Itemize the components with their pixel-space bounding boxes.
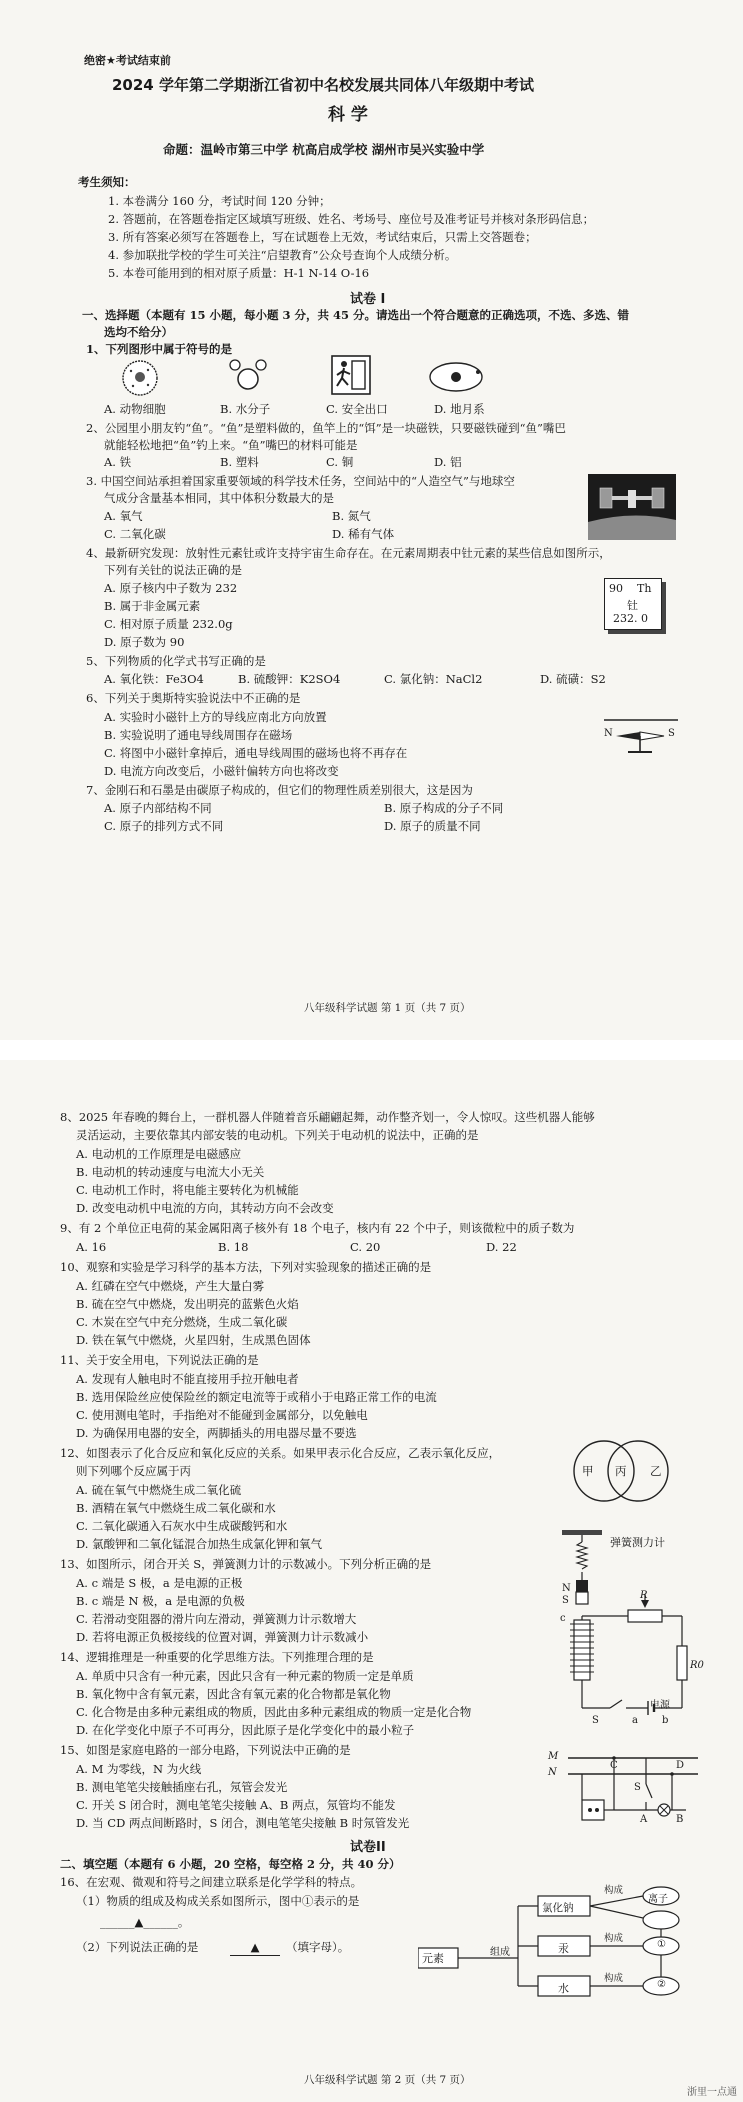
venn-label-yi: 乙 — [650, 1464, 662, 1478]
q13-option: C. 若滑动变阻器的滑片向左滑动，弹簧测力计示数增大 — [76, 1612, 357, 1626]
q7-stem: 7、金刚石和石墨是由碳原子构成的，但它们的物理性质差别很大，这是因为 — [86, 783, 473, 797]
q15-stem: 15、如图是家庭电路的一部分电路，下列说法中正确的是 — [60, 1743, 351, 1757]
q7-option: D. 原子的质量不同 — [384, 819, 481, 833]
q11-option: B. 选用保险丝应使保险丝的额定电流等于或稍小于电路正常工作的电流 — [76, 1390, 437, 1404]
q1-option: B. 水分子 — [220, 402, 271, 416]
q16-sub2: （2）下列说法正确的是 — [76, 1940, 199, 1954]
element-symbol: Th — [637, 582, 652, 595]
part1-heading: 一、选择题（本题有 15 小题，每小题 3 分，共 45 分。请选出一个符合题意的正确选项，不选、多选、错 — [82, 308, 630, 322]
q4-option: D. 原子数为 90 — [104, 635, 185, 649]
animal-cell-figure — [120, 358, 160, 398]
exam-page-1 — [0, 0, 743, 1040]
venn-label-jia: 甲 — [582, 1464, 594, 1478]
q4-stem-cont: 下列有关钍的说法正确的是 — [104, 563, 242, 577]
q14-option: B. 氧化物中含有氧元素，因此含有氧元素的化合物都是氧化物 — [76, 1687, 391, 1701]
q14-stem: 14、逻辑推理是一种重要的化学思维方法。下列推理合理的是 — [60, 1650, 374, 1664]
q13-option: A. c 端是 S 极，a 是电源的正极 — [76, 1576, 243, 1590]
q12-stem-cont: 则下列哪个反应属于丙 — [76, 1464, 191, 1478]
notice-title: 考生须知： — [78, 175, 136, 189]
node-circle-2: ② — [657, 1979, 666, 1990]
q2-stem-cont: 就能轻松地把“鱼”钓上来。“鱼”嘴巴的材料可能是 — [104, 438, 358, 452]
q3-option: D. 稀有气体 — [332, 527, 395, 541]
q7-option: A. 原子内部结构不同 — [104, 801, 212, 815]
q1-option: A. 动物细胞 — [104, 402, 166, 416]
q4-stem: 4、最新研究发现：放射性元素钍或许支持宇宙生命存在。在元素周期表中钍元素的某些信息如图所示， — [86, 546, 611, 560]
line-m-label: M — [548, 1751, 559, 1762]
q13-option: B. c 端是 N 极，a 是电源的负极 — [76, 1594, 245, 1608]
q11-option: D. 为确保用电器的安全，两脚插头的用电器尽量不要选 — [76, 1426, 357, 1440]
q11-stem: 11、关于安全用电，下列说法正确的是 — [60, 1353, 259, 1367]
node-element: 元素 — [422, 1952, 444, 1965]
q16-answer-blank-1[interactable]: ______▲______。 — [100, 1915, 190, 1929]
q1-option: C. 安全出口 — [326, 402, 388, 416]
q3-option: A. 氧气 — [104, 509, 143, 523]
point-b-label: B — [676, 1814, 684, 1825]
notice-item: 2. 答题前，在答题卷指定区域填写班级、姓名、考场号、座位号及准考证号并核对条形码信息； — [108, 212, 595, 226]
q3-stem-cont: 气成分含量基本相同，其中体积分数最大的是 — [104, 491, 334, 505]
element-name: 钍 — [627, 599, 638, 612]
edge-build-label: 构成 — [604, 1885, 624, 1896]
node-water: 水 — [558, 1982, 569, 1995]
exam-page-2 — [0, 1060, 743, 2102]
q12-option: C. 二氧化碳通入石灰水中生成碳酸钙和水 — [76, 1519, 288, 1533]
q2-option: D. 铝 — [434, 455, 462, 469]
q7-option: C. 原子的排列方式不同 — [104, 819, 224, 833]
q14-option: D. 在化学变化中原子不可再分，因此原子是化学变化中的最小粒子 — [76, 1723, 415, 1737]
space-station-photo — [588, 474, 676, 540]
earth-moon-system-figure — [428, 360, 484, 394]
q8-option: D. 改变电动机中电流的方向，其转动方向不会改变 — [76, 1201, 334, 1215]
q6-option: D. 电流方向改变后，小磁针偏转方向也将改变 — [104, 764, 339, 778]
q8-stem: 8、2025 年春晚的舞台上，一群机器人伴随着音乐翩翩起舞，动作整齐划一，令人惊叹。这些机器人能够 — [60, 1110, 595, 1124]
page-footer: 八年级科学试题 第 2 页（共 7 页） — [304, 2074, 471, 2086]
part1-heading-cont: 选均不给分） — [104, 325, 173, 339]
electromagnet-circuit-figure — [548, 1528, 698, 1728]
coil-end-c-label: c — [560, 1613, 566, 1624]
q15-option: B. 测电笔笔尖接触插座右孔，氖管会发光 — [76, 1780, 288, 1794]
q8-option: B. 电动机的转动速度与电流大小无关 — [76, 1165, 265, 1179]
node-sodium-chloride: 氯化钠 — [542, 1902, 574, 1914]
notice-item: 4. 参加联批学校的学生可关注“启望教育”公众号查询个人成绩分析。 — [108, 248, 457, 262]
q12-option: A. 硫在氧气中燃烧生成二氧化硫 — [76, 1483, 242, 1497]
water-molecule-figure — [225, 356, 271, 396]
q3-stem: 3. 中国空间站承担着国家重要领域的科学技术任务，空间站中的“人造空气”与地球空 — [86, 474, 515, 488]
q15-option: C. 开关 S 闭合时，测电笔笔尖接触 A、B 两点，氖管均不能发 — [76, 1798, 396, 1812]
venn-label-bing: 丙 — [615, 1464, 627, 1478]
q10-option: A. 红磷在空气中燃烧，产生大量白雾 — [76, 1279, 265, 1293]
q16-sub2-tail: （填字母）。 — [286, 1940, 350, 1954]
q6-option: C. 将图中小磁针拿掉后，通电导线周围的磁场也将不再存在 — [104, 746, 408, 760]
q4-option: B. 属于非金属元素 — [104, 599, 201, 613]
q16-stem: 16、在宏观、微观和符号之间建立联系是化学学科的特点。 — [60, 1875, 363, 1889]
q10-option: C. 木炭在空气中充分燃烧，生成二氧化碳 — [76, 1315, 288, 1329]
q15-option: D. 当 CD 两点间断路时，S 闭合，测电笔笔尖接触 B 时氖管发光 — [76, 1816, 410, 1830]
line-n-label: N — [548, 1767, 557, 1778]
q5-option: D. 硫磺：S2 — [540, 672, 606, 686]
magnet-s-label: S — [562, 1595, 569, 1606]
q1-option: D. 地月系 — [434, 402, 485, 416]
resistor-r0-label: R0 — [690, 1660, 704, 1671]
terminal-a-label: a — [632, 1715, 638, 1726]
spring-scale-label: 弹簧测力计 — [610, 1536, 665, 1549]
q10-option: D. 铁在氧气中燃烧，火星四射，生成黑色固体 — [76, 1333, 311, 1347]
setters-line: 命题：温岭市第三中学 杭高启成学校 湖州市吴兴实验中学 — [163, 142, 485, 157]
rheostat-r-label: R — [640, 1590, 648, 1601]
notice-item: 3. 所有答案必须写在答题卷上，写在试题卷上无效，考试结束后，只需上交答题卷； — [108, 230, 537, 244]
q2-option: A. 铁 — [104, 455, 132, 469]
south-pole-label: S — [668, 728, 675, 739]
q8-option: A. 电动机的工作原理是电磁感应 — [76, 1147, 242, 1161]
q3-option: C. 二氧化碳 — [104, 527, 166, 541]
q6-option: A. 实验时小磁针上方的导线应南北方向放置 — [104, 710, 327, 724]
q2-option: B. 塑料 — [220, 455, 259, 469]
edge-composition-label: 组成 — [490, 1947, 510, 1958]
node-mercury: 汞 — [558, 1942, 569, 1955]
q8-option: C. 电动机工作时，将电能主要转化为机械能 — [76, 1183, 299, 1197]
q2-option: C. 铜 — [326, 455, 354, 469]
q12-stem: 12、如图表示了化合反应和氧化反应的关系。如果甲表示化合反应，乙表示氧化反应， — [60, 1446, 501, 1460]
q6-stem: 6、下列关于奥斯特实验说法中不正确的是 — [86, 691, 301, 705]
q9-option: D. 22 — [486, 1240, 517, 1254]
q4-option: A. 原子核内中子数为 232 — [104, 581, 238, 595]
switch-s-label: S — [592, 1715, 599, 1726]
notice-item: 1. 本卷满分 160 分，考试时间 120 分钟； — [108, 194, 331, 208]
q14-option: A. 单质中只含有一种元素，因此只含有一种元素的物质一定是单质 — [76, 1669, 414, 1683]
q15-option: A. M 为零线，N 为火线 — [76, 1762, 202, 1776]
edge-build-label: 构成 — [604, 1973, 624, 1984]
section-title-2: 试卷II — [350, 1840, 386, 1855]
q13-option: D. 若将电源正负极接线的位置对调，弹簧测力计示数减小 — [76, 1630, 369, 1644]
q5-option: A. 氧化铁：Fe3O4 — [104, 672, 204, 686]
safety-exit-sign-figure — [330, 354, 372, 396]
q9-option: C. 20 — [350, 1240, 381, 1254]
north-pole-label: N — [604, 728, 613, 739]
q3-option: B. 氮气 — [332, 509, 371, 523]
edge-build-label: 构成 — [604, 1933, 624, 1944]
q16-answer-blank-2[interactable]: ▲ — [230, 1940, 280, 1956]
secret-label: 绝密★考试结束前 — [84, 54, 171, 67]
part2-heading: 二、填空题（本题有 6 小题，20 空格，每空格 2 分，共 40 分） — [60, 1857, 401, 1871]
q1-stem: 1、下列图形中属于符号的是 — [86, 342, 233, 356]
q12-option: B. 酒精在氧气中燃烧生成二氧化碳和水 — [76, 1501, 276, 1515]
watermark: 浙里一点通 — [687, 2087, 737, 2098]
thorium-element-tile — [604, 578, 662, 630]
q11-option: A. 发现有人触电时不能直接用手拉开触电者 — [76, 1372, 299, 1386]
q9-option: A. 16 — [76, 1240, 107, 1254]
q8-stem-cont: 灵活运动，主要依靠其内部安装的电动机。下列关于电动机的说法中，正确的是 — [76, 1128, 479, 1142]
node-ion: 离子 — [648, 1894, 668, 1905]
q5-option: C. 氯化钠：NaCl2 — [384, 672, 483, 686]
q6-option: B. 实验说明了通电导线周围存在磁场 — [104, 728, 293, 742]
subject-title: 科 学 — [328, 105, 368, 125]
terminal-b-label: b — [662, 1715, 669, 1726]
q9-stem: 9、有 2 个单位正电荷的某金属阳离子核外有 18 个电子，核内有 22 个中子，则该微粒中的质子数为 — [60, 1221, 575, 1235]
q13-stem: 13、如图所示，闭合开关 S，弹簧测力计的示数减小。下列分析正确的是 — [60, 1557, 432, 1571]
q5-option: B. 硫酸钾：K2SO4 — [238, 672, 341, 686]
atomic-number: 90 — [609, 582, 623, 595]
q10-option: B. 硫在空气中燃烧，发出明亮的蓝紫色火焰 — [76, 1297, 299, 1311]
point-c-label: C — [610, 1760, 618, 1771]
atomic-mass: 232. 0 — [613, 612, 648, 625]
point-a-label: A — [640, 1814, 648, 1825]
notice-item: 5. 本卷可能用到的相对原子质量：H-1 N-14 O-16 — [108, 266, 370, 280]
q11-option: C. 使用测电笔时，手指绝对不能碰到金属部分，以免触电 — [76, 1408, 368, 1422]
node-circle-1: ① — [657, 1939, 666, 1950]
q5-stem: 5、下列物质的化学式书写正确的是 — [86, 654, 266, 668]
q9-option: B. 18 — [218, 1240, 249, 1254]
power-source-label: 电源 — [650, 1700, 670, 1711]
q16-sub1: （1）物质的组成及构成关系如图所示，图中①表示的是 — [76, 1894, 360, 1908]
q14-option: C. 化合物是由多种元素组成的物质，因此由多种元素组成的物质一定是化合物 — [76, 1705, 472, 1719]
q10-stem: 10、观察和实验是学习科学的基本方法，下列对实验现象的描述正确的是 — [60, 1260, 432, 1274]
section-title-1: 试卷 I — [350, 292, 386, 307]
exam-title: 2024 学年第二学期浙江省初中名校发展共同体八年级期中考试 — [112, 76, 534, 94]
q4-option: C. 相对原子质量 232.0g — [104, 617, 233, 631]
switch-s-label: S — [634, 1782, 641, 1793]
q7-option: B. 原子构成的分子不同 — [384, 801, 504, 815]
q12-option: D. 氯酸钾和二氧化锰混合加热生成氯化钾和氧气 — [76, 1537, 323, 1551]
magnet-n-label: N — [562, 1583, 571, 1594]
point-d-label: D — [676, 1760, 685, 1771]
page-footer: 八年级科学试题 第 1 页（共 7 页） — [304, 1002, 471, 1014]
q2-stem: 2、公园里小朋友钓“鱼”。“鱼”是塑料做的，鱼竿上的“饵”是一块磁铁，只要磁铁碰到“鱼”嘴巴 — [86, 421, 566, 435]
